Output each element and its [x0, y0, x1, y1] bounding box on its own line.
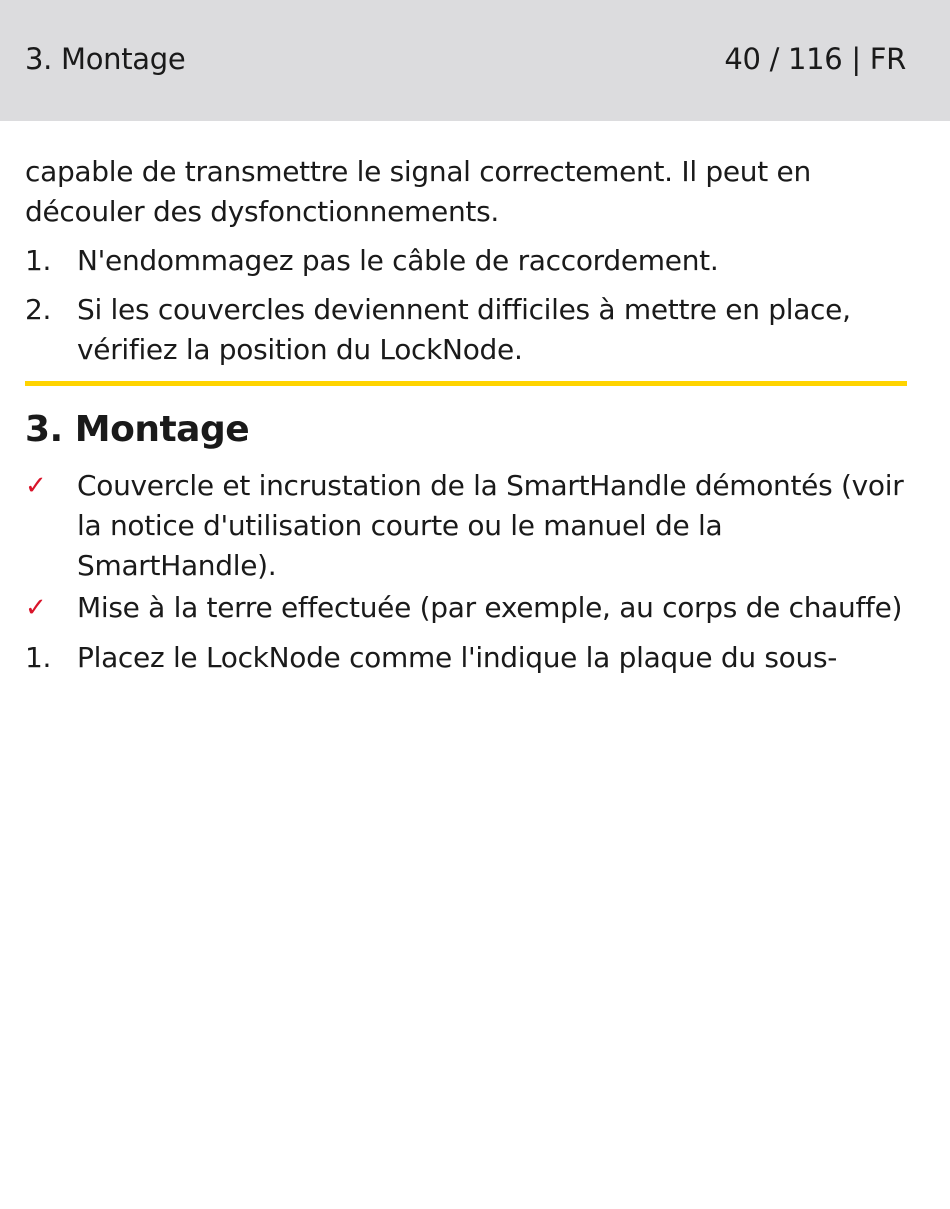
step-text: Placez le LockNode comme l'indique la plaque du sous- — [77, 641, 838, 674]
list-item — [25, 466, 907, 586]
intro-paragraph: capable de transmettre le signal correctement. Il peut en découler des dysfonctionnements. — [25, 155, 811, 228]
checkmark-icon: ✓ — [25, 471, 47, 501]
list-item — [25, 638, 907, 678]
checkmark-icon: ✓ — [25, 593, 47, 623]
page-header — [0, 0, 950, 121]
step-number: 1. — [25, 641, 52, 674]
section-heading: 3. Montage — [25, 409, 250, 450]
list-item — [25, 290, 907, 370]
prerequisites-list — [25, 466, 907, 628]
list-item — [25, 241, 907, 281]
step-number: 2. — [25, 293, 52, 326]
steps-list — [25, 638, 907, 678]
header-section-title: 3. Montage — [25, 42, 186, 76]
list-item — [25, 588, 907, 628]
page-content — [25, 152, 907, 687]
header-page-info: 40 / 116 | FR — [724, 42, 906, 76]
step-text: N'endommagez pas le câble de raccordement. — [77, 244, 719, 277]
step-text: Si les couvercles deviennent difficiles à mettre en place, vérifiez la position du LockNode. — [77, 293, 851, 366]
step-number: 1. — [25, 244, 52, 277]
warning-steps-list — [25, 241, 907, 370]
prerequisite-text: Mise à la terre effectuée (par exemple, au corps de chauffe) — [77, 591, 903, 624]
section-divider — [25, 381, 907, 386]
prerequisite-text: Couvercle et incrustation de la SmartHandle démontés (voir la notice d'utilisation courte ou le manuel de la SmartHandle). — [77, 469, 904, 582]
